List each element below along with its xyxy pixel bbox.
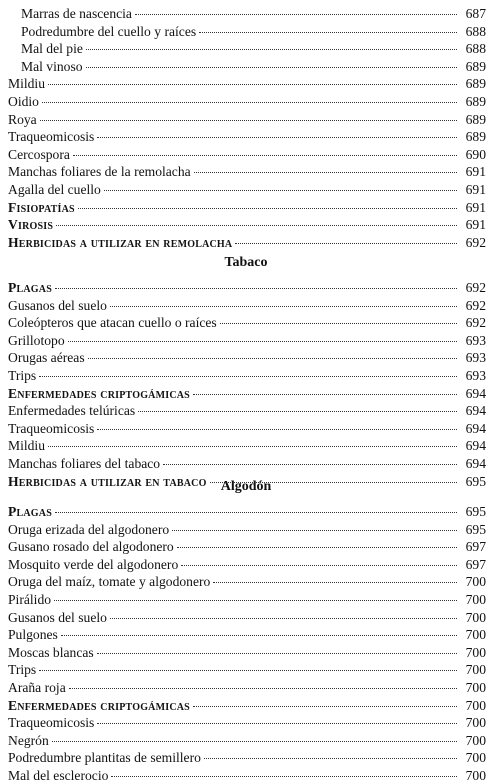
page-number: 700 [465,732,486,748]
dot-leader [42,102,457,103]
index-entry [8,349,486,366]
page-number: 700 [465,680,486,695]
index-entry [8,732,486,749]
dot-leader [213,582,457,583]
index-entry [8,314,486,331]
dot-leader [97,653,457,654]
section-title: Tabaco [224,255,268,270]
index-entry [8,367,486,384]
entry-label: Oidio [8,94,39,109]
dot-leader [68,341,457,342]
dot-leader [39,670,457,671]
page-number: 700 [465,592,486,607]
entry-label: Podredumbre plantitas de semillero [8,750,201,766]
entry-label: Enfermedades telúricas [8,403,136,419]
page-number: 689 [465,76,486,92]
index-entry [8,402,486,419]
entry-label: Manchas foliares del tabaco [8,456,161,471]
page-number: 695 [465,504,486,519]
entry-label: Manchas foliares de la remolacha [8,164,191,180]
entry-label: Mildiu [8,76,46,92]
dot-leader [61,635,457,636]
section-title: Algodón [220,479,272,494]
dot-leader [177,547,457,548]
entry-label: Grillotopo [8,332,65,348]
entry-label: Agalla del cuello [8,182,101,197]
dot-leader [193,394,457,395]
index-entry [8,714,486,731]
dot-leader [163,464,457,465]
entry-label: Traqueomicosis [8,129,95,145]
index-entry [8,591,486,608]
page-number: 693 [465,350,486,366]
index-entry [8,181,486,198]
entry-label: Herbicidas a utilizar en remolacha [8,234,233,250]
entry-label: Traqueomicosis [8,715,95,731]
page-number: 700 [465,662,486,678]
page-number: 692 [465,280,486,295]
dot-leader [194,172,457,173]
entry-label: Oruga erizada del algodonero [8,521,170,537]
page-number: 692 [465,315,486,331]
entry-label: Coleópteros que atacan cuello o raíces [8,315,217,331]
page-number: 688 [465,23,486,39]
entry-label: Plagas [8,280,52,295]
entry-label: Fisiopatías [8,199,75,215]
dot-leader [56,225,457,226]
dot-leader [73,155,457,156]
index-entry [8,767,486,784]
index-heading-entry [8,503,486,520]
entry-label: Gusanos del suelo [8,609,107,625]
page-number: 691 [465,199,486,215]
page-number: 695 [465,473,486,489]
page-number: 700 [465,644,486,660]
page-number: 694 [465,438,486,454]
index-entry [8,297,486,314]
index-heading-entry [8,697,486,714]
entry-label: Trips [8,368,37,383]
page-number: 700 [465,609,486,625]
page-number: 687 [465,6,486,21]
entry-label: Roya [8,111,37,127]
index-entry [8,521,486,538]
index-entry [8,332,486,349]
dot-leader [86,49,457,50]
index-entry [8,420,486,437]
index-entry [8,455,486,472]
entry-label: Cercospora [8,146,70,162]
dot-leader [40,120,457,121]
page-number: 690 [465,146,486,162]
entry-label: Negrón [8,732,49,748]
dot-leader [111,776,457,777]
dot-leader [199,32,457,33]
entry-label: Araña roja [8,680,66,695]
entry-label: Virosis [8,217,54,233]
dot-leader [88,358,457,359]
dot-leader [138,411,457,412]
entry-label: Pirálido [8,592,52,607]
entry-label: Pulgones [8,627,58,643]
index-entry [21,40,486,57]
entry-label: Trips [8,662,37,678]
page-number: 700 [465,697,486,713]
index-entry [8,644,486,661]
index-entry [8,111,486,128]
dot-leader [97,723,457,724]
dot-leader [39,376,457,377]
dot-leader [193,706,457,707]
dot-leader [48,84,457,85]
index-entry [8,679,486,696]
index-entry [8,128,486,145]
entry-label: Gusano rosado del algodonero [8,539,174,555]
dot-leader [97,429,457,430]
entry-label: Enfermedades criptogámicas [8,697,190,713]
dot-leader [181,565,457,566]
dot-leader [97,137,457,138]
dot-leader [104,190,457,191]
page-number: 688 [465,41,486,57]
page-number: 692 [465,297,486,313]
page-number: 689 [465,58,486,74]
dot-leader [86,67,457,68]
entry-label: Mildiu [8,438,46,454]
page-number: 689 [465,111,486,127]
index-entry [8,661,486,678]
dot-leader [135,14,457,15]
entry-label: Mal vinoso [21,58,83,74]
index-entry [8,609,486,626]
entry-label: Moscas blancas [8,644,94,660]
dot-leader [110,618,457,619]
dot-leader [55,512,457,513]
page-number: 700 [465,715,486,731]
index-heading-entry [8,385,486,402]
index-entry [21,5,486,22]
index-entry [8,626,486,643]
dot-leader [220,323,457,324]
index-entry [8,163,486,180]
page-number: 693 [465,368,486,383]
dot-leader [110,306,457,307]
page-number: 700 [465,768,486,783]
page-number: 691 [465,164,486,180]
entry-label: Podredumbre del cuello y raíces [21,23,197,39]
index-heading-entry [8,279,486,296]
entry-label: Mal del pie [21,41,83,57]
entry-label: Gusanos del suelo [8,297,107,313]
dot-leader [235,243,457,244]
dot-leader [69,688,457,689]
page-number: 693 [465,332,486,348]
dot-leader [172,530,457,531]
entry-label: Mosquito verde del algodonero [8,556,179,572]
dot-leader [204,758,457,759]
page-number: 694 [465,420,486,436]
entry-label: Traqueomicosis [8,420,95,436]
page-number: 691 [465,217,486,233]
page-number: 692 [465,234,486,250]
index-heading-entry [8,216,486,233]
index-entry [8,573,486,590]
page-number: 689 [465,129,486,145]
index-entry [21,58,486,75]
index-entry [8,556,486,573]
page-number: 689 [465,94,486,109]
page-number: 695 [465,521,486,537]
entry-label: Enfermedades criptogámicas [8,385,190,401]
page-number: 694 [465,385,486,401]
index-heading-entry [8,199,486,216]
dot-leader [54,600,457,601]
dot-leader [55,288,457,289]
entry-label: Herbicidas a utilizar en tabaco [8,473,207,489]
index-entry [8,437,486,454]
entry-label: Marras de nascencia [21,6,132,21]
index-heading-entry [8,234,486,251]
entry-label: Oruga del maíz, tomate y algodonero [8,574,211,590]
index-entry [8,93,486,110]
page-number: 700 [465,627,486,643]
entry-label: Orugas aéreas [8,350,85,366]
page-number: 697 [465,539,486,555]
page-number: 694 [465,456,486,471]
page-number: 694 [465,403,486,419]
page-number: 691 [465,182,486,197]
index-entry [8,75,486,92]
entry-label: Mal del esclerocio [8,768,109,783]
page-number: 697 [465,556,486,572]
index-entry [8,146,486,163]
index-entry [21,23,486,40]
page-number: 700 [465,750,486,766]
dot-leader [78,208,457,209]
index-entry [8,538,486,555]
entry-label: Plagas [8,504,52,519]
dot-leader [48,446,457,447]
dot-leader [52,741,457,742]
page-number: 700 [465,574,486,590]
